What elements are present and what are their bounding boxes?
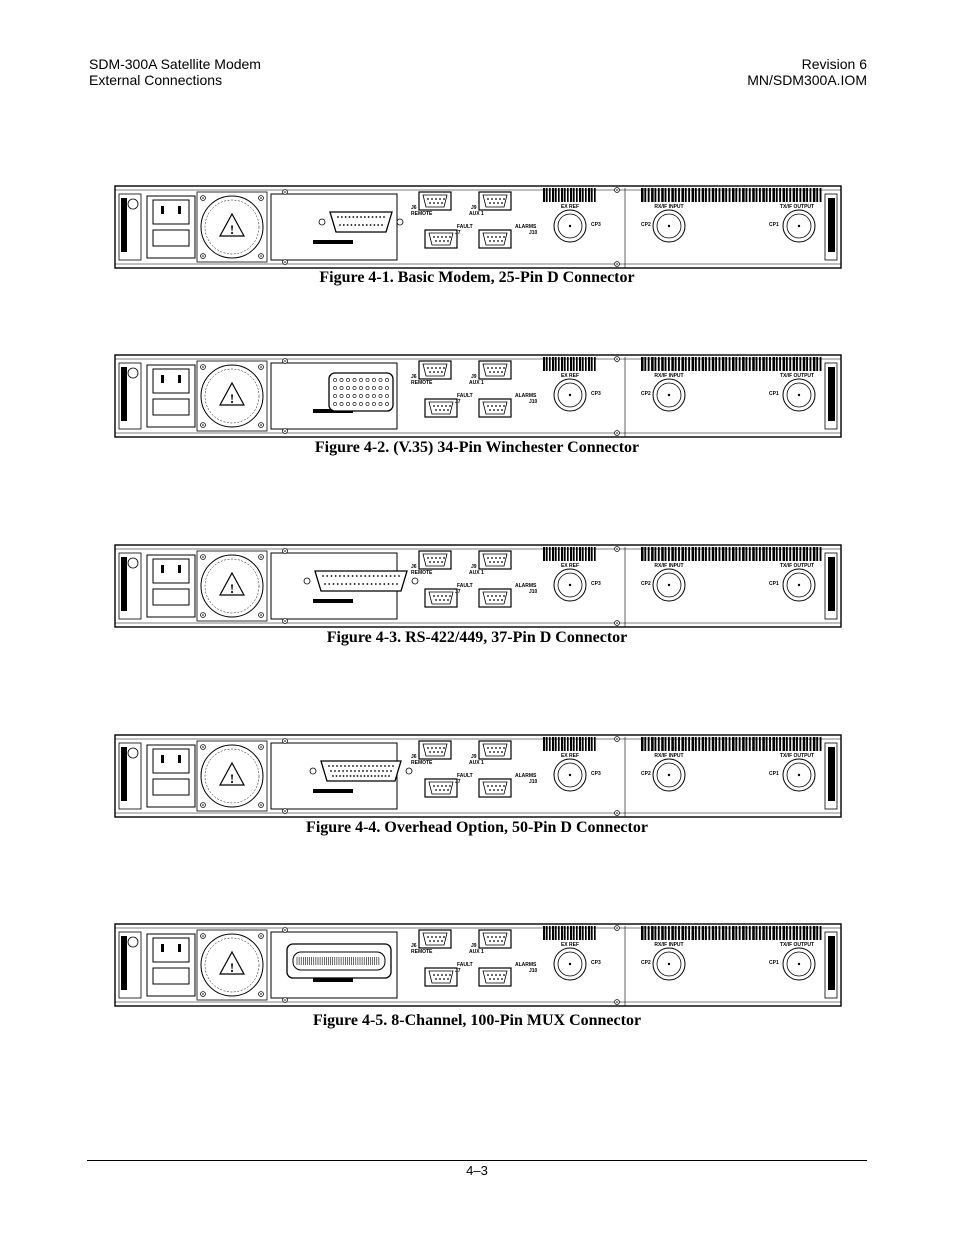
figure-4-1-panel <box>113 184 843 270</box>
aux1-label: AUX 1 <box>469 380 484 386</box>
j6-remote-connector <box>419 741 451 759</box>
txif-output-bnc-connector <box>783 210 815 242</box>
alarms-label: ALARMS <box>515 583 537 589</box>
rear-panel-drawing <box>113 543 843 629</box>
j10-alarms-connector <box>479 968 511 986</box>
remote-label: REMOTE <box>411 949 433 955</box>
j10-label: J10 <box>529 230 538 236</box>
warning-symbol: ! <box>229 581 235 596</box>
running-header-left <box>89 56 261 88</box>
rxif-input-bnc-connector <box>653 948 685 980</box>
alarms-label: ALARMS <box>515 962 537 968</box>
cooling-fan <box>197 741 267 811</box>
cp2-label: CP2 <box>641 581 651 587</box>
ext-ref-label: EX REF <box>560 942 580 948</box>
txif-output-bnc-connector <box>783 379 815 411</box>
j7-label: J7 <box>455 589 461 595</box>
figure-4-3-panel <box>113 543 843 629</box>
page-number: 4–3 <box>466 1163 488 1178</box>
j9-label: J9 <box>471 205 477 211</box>
alarms-label: ALARMS <box>515 393 537 399</box>
d37-data-connector <box>304 571 418 591</box>
fault-label: FAULT <box>457 962 473 968</box>
j10-alarms-connector <box>479 589 511 607</box>
j7-label: J7 <box>455 779 461 785</box>
figure-4-5-caption: Figure 4-5. 8-Channel, 100-Pin MUX Connector <box>312 1012 642 1029</box>
j10-label: J10 <box>529 589 538 595</box>
ac-power-inlet <box>147 555 195 617</box>
ext-ref-bnc-connector <box>554 759 586 791</box>
figure-4-2-caption: Figure 4-2. (V.35) 34-Pin Winchester Connector <box>314 439 640 456</box>
aux1-label: AUX 1 <box>469 570 484 576</box>
cooling-fan <box>197 551 267 621</box>
j9-label: J9 <box>471 943 477 949</box>
mux100-data-connector <box>287 944 391 978</box>
header-doc-number: MN/SDM300A.IOM <box>747 72 867 88</box>
remote-label: REMOTE <box>411 211 433 217</box>
remote-label: REMOTE <box>411 760 433 766</box>
ext-ref-bnc-connector <box>554 210 586 242</box>
cp1-label: CP1 <box>769 960 779 966</box>
txif-output-label: TX/IF OUTPUT <box>779 563 815 569</box>
cp1-label: CP1 <box>769 581 779 587</box>
ext-ref-label: EX REF <box>560 753 580 759</box>
figure-4-3-caption: Figure 4-3. RS-422/449, 37-Pin D Connector <box>326 629 628 646</box>
cp3-label: CP3 <box>591 581 601 587</box>
cooling-fan <box>197 930 267 1000</box>
cp3-label: CP3 <box>591 391 601 397</box>
header-section: External Connections <box>89 72 223 88</box>
j10-label: J10 <box>529 779 538 785</box>
txif-output-label: TX/IF OUTPUT <box>779 942 815 948</box>
ac-power-inlet <box>147 365 195 427</box>
aux1-label: AUX 1 <box>469 949 484 955</box>
warning-symbol: ! <box>229 960 235 975</box>
j6-remote-connector <box>419 930 451 948</box>
rxif-input-bnc-connector <box>653 379 685 411</box>
fault-label: FAULT <box>457 773 473 779</box>
j9-aux1-connector <box>479 551 511 569</box>
j6-label: J6 <box>411 374 417 380</box>
rear-panel-drawing <box>113 733 843 819</box>
rxif-input-label: RX/IF INPUT <box>654 373 684 379</box>
ac-power-inlet <box>147 934 195 996</box>
aux1-label: AUX 1 <box>469 211 484 217</box>
j9-aux1-connector <box>479 930 511 948</box>
warning-symbol: ! <box>229 771 235 786</box>
j6-label: J6 <box>411 943 417 949</box>
cp2-label: CP2 <box>641 391 651 397</box>
cp3-label: CP3 <box>591 771 601 777</box>
j9-label: J9 <box>471 754 477 760</box>
ext-ref-label: EX REF <box>560 204 580 210</box>
j7-fault-connector <box>425 399 457 417</box>
warning-symbol: ! <box>229 391 235 406</box>
figure-4-2-panel <box>113 353 843 439</box>
txif-output-label: TX/IF OUTPUT <box>779 204 815 210</box>
rxif-input-label: RX/IF INPUT <box>654 563 684 569</box>
remote-label: REMOTE <box>411 570 433 576</box>
header-revision: Revision 6 <box>801 56 867 72</box>
rxif-input-bnc-connector <box>653 210 685 242</box>
j6-remote-connector <box>419 361 451 379</box>
cp3-label: CP3 <box>591 960 601 966</box>
j7-fault-connector <box>425 589 457 607</box>
j9-label: J9 <box>471 374 477 380</box>
ext-ref-label: EX REF <box>560 373 580 379</box>
j6-label: J6 <box>411 754 417 760</box>
header-title: SDM-300A Satellite Modem <box>89 56 261 72</box>
rear-panel-drawing <box>113 922 843 1008</box>
j7-fault-connector <box>425 779 457 797</box>
j10-alarms-connector <box>479 399 511 417</box>
j7-fault-connector <box>425 230 457 248</box>
cp1-label: CP1 <box>769 222 779 228</box>
j6-label: J6 <box>411 205 417 211</box>
running-header-right <box>747 56 867 88</box>
cp2-label: CP2 <box>641 960 651 966</box>
j10-alarms-connector <box>479 230 511 248</box>
j9-aux1-connector <box>479 192 511 210</box>
alarms-label: ALARMS <box>515 224 537 230</box>
j7-fault-connector <box>425 968 457 986</box>
figure-4-4-panel <box>113 733 843 819</box>
j9-label: J9 <box>471 564 477 570</box>
winchester34-data-connector <box>329 373 393 411</box>
cooling-fan <box>197 192 267 262</box>
rxif-input-label: RX/IF INPUT <box>654 204 684 210</box>
j10-alarms-connector <box>479 779 511 797</box>
cp1-label: CP1 <box>769 391 779 397</box>
cp2-label: CP2 <box>641 771 651 777</box>
footer-rule <box>87 1160 867 1161</box>
j6-label: J6 <box>411 564 417 570</box>
cp1-label: CP1 <box>769 771 779 777</box>
ext-ref-bnc-connector <box>554 379 586 411</box>
alarms-label: ALARMS <box>515 773 537 779</box>
j9-aux1-connector <box>479 741 511 759</box>
j6-remote-connector <box>419 551 451 569</box>
j7-label: J7 <box>455 230 461 236</box>
rear-panel-drawing <box>113 353 843 439</box>
j10-label: J10 <box>529 968 538 974</box>
rear-panel-drawing <box>113 184 843 270</box>
ac-power-inlet <box>147 196 195 258</box>
figure-4-4-caption: Figure 4-4. Overhead Option, 50-Pin D Connector <box>306 819 648 836</box>
figure-4-1-caption: Figure 4-1. Basic Modem, 25-Pin D Connector <box>319 269 635 286</box>
figure-4-5-panel <box>113 922 843 1008</box>
cooling-fan <box>197 361 267 431</box>
j9-aux1-connector <box>479 361 511 379</box>
rxif-input-bnc-connector <box>653 569 685 601</box>
j6-remote-connector <box>419 192 451 210</box>
rxif-input-label: RX/IF INPUT <box>654 753 684 759</box>
ext-ref-label: EX REF <box>560 563 580 569</box>
remote-label: REMOTE <box>411 380 433 386</box>
aux1-label: AUX 1 <box>469 760 484 766</box>
rxif-input-label: RX/IF INPUT <box>654 942 684 948</box>
warning-symbol: ! <box>229 222 235 237</box>
j7-label: J7 <box>455 399 461 405</box>
ext-ref-bnc-connector <box>554 569 586 601</box>
cp3-label: CP3 <box>591 222 601 228</box>
j10-label: J10 <box>529 399 538 405</box>
fault-label: FAULT <box>457 224 473 230</box>
cp2-label: CP2 <box>641 222 651 228</box>
rxif-input-bnc-connector <box>653 759 685 791</box>
txif-output-label: TX/IF OUTPUT <box>779 753 815 759</box>
fault-label: FAULT <box>457 583 473 589</box>
j7-label: J7 <box>455 968 461 974</box>
txif-output-bnc-connector <box>783 948 815 980</box>
ext-ref-bnc-connector <box>554 948 586 980</box>
txif-output-bnc-connector <box>783 569 815 601</box>
txif-output-label: TX/IF OUTPUT <box>779 373 815 379</box>
fault-label: FAULT <box>457 393 473 399</box>
ac-power-inlet <box>147 745 195 807</box>
txif-output-bnc-connector <box>783 759 815 791</box>
